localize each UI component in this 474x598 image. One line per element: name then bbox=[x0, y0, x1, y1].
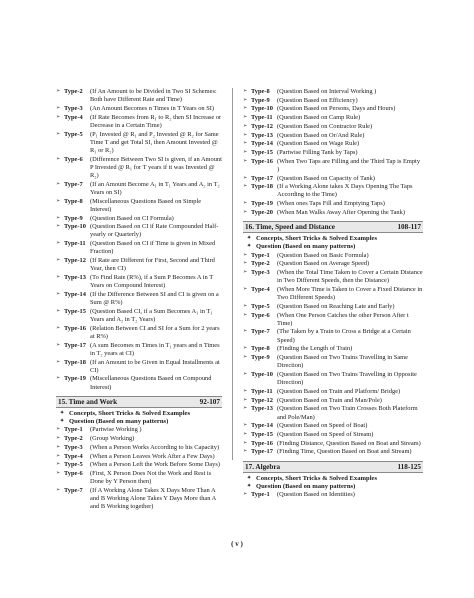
type-description: (Question Based on Camp Rule) bbox=[277, 114, 361, 122]
arrow-bullet-icon: ➢ bbox=[243, 89, 248, 94]
type-description: (Partwise Working ) bbox=[90, 426, 142, 434]
arrow-bullet-icon: ➢ bbox=[243, 97, 248, 103]
toc-type-item bbox=[56, 487, 222, 512]
type-description: (Question Based on Contractor Rule) bbox=[277, 122, 373, 130]
type-label: Type-10 bbox=[251, 105, 273, 113]
toc-type-item bbox=[243, 269, 423, 285]
toc-type-item bbox=[243, 88, 423, 96]
arrow-bullet-icon: ➢ bbox=[243, 115, 248, 121]
type-description: (Question Based on Interval Working ) bbox=[277, 88, 377, 95]
right-bullets-algebra bbox=[243, 475, 423, 492]
type-label: Type-3 bbox=[64, 104, 83, 112]
type-description: (Finding Distance, Question Based on Boat and Stream) bbox=[277, 439, 421, 447]
toc-type-item bbox=[243, 209, 423, 217]
type-description: (When Two Taps are Filling and the Third Tap is Empty ) bbox=[277, 157, 421, 173]
type-label: Type-9 bbox=[64, 214, 83, 222]
type-description: (Question Based on CI if Rate Compounded Half-yearly or Quarterly) bbox=[90, 223, 219, 239]
type-label: Type-14 bbox=[64, 290, 86, 298]
star-bullet-icon: ✦ bbox=[247, 475, 252, 481]
type-label: Type-11 bbox=[251, 114, 273, 122]
arrow-bullet-icon: ➢ bbox=[56, 453, 61, 459]
arrow-bullet-icon: ➢ bbox=[56, 342, 61, 348]
type-description: (When One Person Catches the other Person After t Time) bbox=[277, 311, 409, 327]
arrow-bullet-icon: ➢ bbox=[243, 371, 248, 377]
arrow-bullet-icon: ➢ bbox=[56, 470, 61, 476]
arrow-bullet-icon: ➢ bbox=[243, 406, 248, 412]
arrow-bullet-icon: ➢ bbox=[243, 149, 248, 155]
toc-type-item bbox=[243, 440, 423, 448]
bullet-text: Concepts, Short Tricks & Solved Examples bbox=[69, 409, 191, 417]
toc-type-item bbox=[243, 140, 423, 148]
type-label: Type-13 bbox=[251, 131, 273, 139]
toc-type-item bbox=[243, 260, 423, 268]
arrow-bullet-icon: ➢ bbox=[56, 462, 61, 468]
bullet-text: Concepts, Short Tricks & Solved Examples bbox=[256, 235, 378, 243]
toc-type-item bbox=[56, 342, 222, 358]
type-label: Type-12 bbox=[64, 257, 86, 265]
type-description: (Finding Time, Question Based on Boat and Stream) bbox=[277, 448, 412, 456]
toc-type-item bbox=[56, 470, 222, 486]
type-description: (The Taken by a Train to Cross a Bridge at a Certain Speed) bbox=[277, 328, 411, 344]
type-description: (When a Person Works According to his Capacity) bbox=[90, 443, 220, 451]
arrow-bullet-icon: ➢ bbox=[56, 131, 61, 137]
left-type-list-si-ci bbox=[56, 88, 222, 392]
arrow-bullet-icon: ➢ bbox=[56, 156, 61, 162]
toc-type-item bbox=[56, 198, 222, 214]
type-description: (Question Based on Two Trains Travelling in Same Direction) bbox=[277, 354, 408, 370]
toc-type-item bbox=[243, 114, 423, 122]
toc-type-item bbox=[56, 453, 222, 461]
type-label: Type-12 bbox=[251, 122, 273, 130]
section-title: 16. Time, Speed and Distance bbox=[245, 223, 335, 232]
toc-type-item bbox=[243, 149, 423, 157]
type-description: (Finding the Length of Train) bbox=[277, 345, 353, 353]
toc-type-item bbox=[243, 123, 423, 131]
type-description: (First, X Person Does Not the Work and Rest is Done by Y Person then) bbox=[90, 469, 212, 486]
type-label: Type-4 bbox=[251, 285, 270, 293]
type-description: (If Rate are Different for First, Second and Third Year, then CI) bbox=[90, 257, 215, 273]
toc-type-item bbox=[243, 303, 423, 311]
type-label: Type-5 bbox=[251, 302, 270, 310]
arrow-bullet-icon: ➢ bbox=[56, 198, 61, 204]
type-description: (Question Based on Capacity of Tank) bbox=[277, 174, 375, 182]
type-label: Type-5 bbox=[64, 461, 83, 469]
toc-type-item bbox=[56, 444, 222, 452]
type-label: Type-8 bbox=[251, 88, 270, 95]
section-pages: 108-117 bbox=[397, 223, 421, 232]
type-label: Type-15 bbox=[64, 307, 86, 315]
toc-type-item bbox=[56, 105, 222, 113]
type-label: Type-18 bbox=[64, 358, 86, 366]
type-label: Type-7 bbox=[64, 486, 83, 494]
bullet-text: Question (Based on many patterns) bbox=[256, 482, 356, 490]
toc-type-item bbox=[243, 371, 423, 387]
toc-type-item bbox=[243, 252, 423, 260]
arrow-bullet-icon: ➢ bbox=[243, 431, 248, 437]
section-bullet bbox=[56, 410, 222, 418]
type-label: Type-9 bbox=[251, 354, 270, 362]
type-description: (Question Based on CI Formula) bbox=[90, 214, 174, 222]
arrow-bullet-icon: ➢ bbox=[243, 286, 248, 292]
toc-type-item bbox=[56, 461, 222, 469]
type-label: Type-16 bbox=[64, 324, 86, 332]
right-bullets-tsd bbox=[243, 235, 423, 252]
arrow-bullet-icon: ➢ bbox=[243, 141, 248, 147]
type-label: Type-4 bbox=[64, 452, 83, 460]
toc-type-item bbox=[243, 97, 423, 105]
arrow-bullet-icon: ➢ bbox=[243, 106, 248, 112]
section-bullet bbox=[243, 235, 423, 243]
type-label: Type-10 bbox=[64, 223, 86, 231]
arrow-bullet-icon: ➢ bbox=[56, 89, 61, 94]
type-label: Type-2 bbox=[64, 435, 83, 443]
star-bullet-icon: ✦ bbox=[60, 419, 65, 425]
type-label: Type-1 bbox=[251, 251, 270, 259]
arrow-bullet-icon: ➢ bbox=[56, 181, 61, 187]
type-label: Type-13 bbox=[64, 273, 86, 281]
arrow-bullet-icon: ➢ bbox=[243, 252, 248, 258]
toc-type-item bbox=[56, 223, 222, 239]
section-bullet bbox=[243, 243, 423, 251]
type-label: Type-18 bbox=[251, 183, 273, 191]
toc-type-item bbox=[243, 175, 423, 183]
toc-type-item bbox=[243, 312, 423, 328]
arrow-bullet-icon: ➢ bbox=[243, 132, 248, 138]
toc-type-item bbox=[56, 325, 222, 341]
type-label: Type-10 bbox=[251, 370, 273, 378]
type-label: Type-19 bbox=[251, 200, 273, 208]
arrow-bullet-icon: ➢ bbox=[243, 123, 248, 129]
arrow-bullet-icon: ➢ bbox=[243, 355, 248, 361]
left-type-list-time-work bbox=[56, 426, 222, 511]
star-bullet-icon: ✦ bbox=[247, 244, 252, 250]
type-description: (Miscellaneous Questions Based on Compound Interest) bbox=[90, 375, 212, 391]
toc-type-item bbox=[56, 114, 222, 130]
type-description: (P₁ Invested @ R₁ and P₂ Invested @ R₂ for Same Time T and get Total SI, then Amount Invested @ R₁ or R₂) bbox=[90, 130, 219, 154]
type-label: Type-15 bbox=[251, 430, 273, 438]
type-description: (Relation Between CI and SI for a Sum for 2 years at R%) bbox=[90, 324, 220, 340]
arrow-bullet-icon: ➢ bbox=[56, 325, 61, 331]
type-label: Type-17 bbox=[64, 341, 86, 349]
arrow-bullet-icon: ➢ bbox=[56, 224, 61, 230]
type-description: (An Amount Becomes n Times in T Years on SI) bbox=[90, 104, 215, 112]
type-label: Type-17 bbox=[251, 174, 273, 182]
type-label: Type-15 bbox=[251, 148, 273, 156]
bullet-text: Concepts, Short Tricks & Solved Examples bbox=[256, 474, 378, 482]
arrow-bullet-icon: ➢ bbox=[243, 492, 248, 498]
type-description: (Miscellaneous Questions Based on Simple Interest) bbox=[90, 197, 202, 213]
type-label: Type-19 bbox=[64, 375, 86, 383]
type-description: (Question Based on Identities) bbox=[277, 491, 355, 499]
arrow-bullet-icon: ➢ bbox=[243, 303, 248, 309]
type-description: (Question Based on Basic Formula) bbox=[277, 251, 369, 259]
arrow-bullet-icon: ➢ bbox=[243, 209, 248, 215]
toc-type-item bbox=[56, 359, 222, 375]
toc-type-item bbox=[56, 215, 222, 223]
star-bullet-icon: ✦ bbox=[60, 410, 65, 416]
toc-type-item bbox=[56, 257, 222, 273]
arrow-bullet-icon: ➢ bbox=[56, 291, 61, 297]
type-description: (Group Working) bbox=[90, 435, 135, 443]
arrow-bullet-icon: ➢ bbox=[56, 376, 61, 382]
bullet-text: Question (Based on many patterns) bbox=[256, 243, 356, 251]
toc-type-item bbox=[56, 308, 222, 324]
arrow-bullet-icon: ➢ bbox=[243, 423, 248, 429]
type-label: Type-2 bbox=[64, 88, 83, 95]
type-description: (Question Based on Reaching Late and Early) bbox=[277, 302, 395, 310]
left-column bbox=[56, 88, 222, 512]
type-description: (Question Based CI, if a Sum Becomes A₁ in T₁ Years and A₂ in T₂ Years) bbox=[90, 307, 213, 323]
arrow-bullet-icon: ➢ bbox=[243, 449, 248, 455]
type-description: (Partwise Filling Tank by Taps) bbox=[277, 148, 358, 156]
type-label: Type-3 bbox=[64, 443, 83, 451]
arrow-bullet-icon: ➢ bbox=[243, 175, 248, 181]
section-bullet bbox=[243, 483, 423, 491]
type-label: Type-11 bbox=[251, 387, 273, 395]
arrow-bullet-icon: ➢ bbox=[56, 308, 61, 314]
type-description: (If an Amount to be Given in Equal Installments at CI) bbox=[90, 358, 220, 374]
type-label: Type-14 bbox=[251, 422, 273, 430]
arrow-bullet-icon: ➢ bbox=[243, 184, 248, 190]
type-description: (If an Amount Become A₁ in T₁ Years and A₂ in T₂ Years on SI) bbox=[90, 180, 220, 196]
right-column bbox=[243, 88, 423, 500]
arrow-bullet-icon: ➢ bbox=[243, 346, 248, 352]
arrow-bullet-icon: ➢ bbox=[56, 444, 61, 450]
arrow-bullet-icon: ➢ bbox=[56, 114, 61, 120]
type-description: (If Rate Becomes from R₁ to R₂ then SI Increase or Decrease in a Certain Time) bbox=[90, 113, 222, 129]
section-header-algebra bbox=[243, 461, 423, 473]
arrow-bullet-icon: ➢ bbox=[56, 359, 61, 365]
type-label: Type-3 bbox=[251, 269, 270, 277]
toc-type-item bbox=[243, 200, 423, 208]
type-description: (To Find Rate (R%), if a Sum P Becomes A in T Years on Compound Interest) bbox=[90, 273, 213, 290]
toc-type-item bbox=[56, 435, 222, 443]
toc-type-item bbox=[56, 240, 222, 256]
arrow-bullet-icon: ➢ bbox=[56, 274, 61, 280]
arrow-bullet-icon: ➢ bbox=[243, 329, 248, 335]
type-description: (If the Difference Between SI and CI is given on a Sum @ R%) bbox=[90, 290, 219, 307]
type-label: Type-1 bbox=[251, 491, 270, 499]
arrow-bullet-icon: ➢ bbox=[56, 427, 61, 433]
type-label: Type-5 bbox=[64, 130, 83, 138]
arrow-bullet-icon: ➢ bbox=[243, 261, 248, 267]
type-label: Type-12 bbox=[251, 396, 273, 404]
type-description: (If a Working Alone takes X Days Opening The Taps According to the Time) bbox=[277, 183, 413, 199]
type-label: Type-8 bbox=[64, 197, 83, 205]
section-bullet bbox=[56, 418, 222, 426]
section-bullet bbox=[243, 475, 423, 483]
right-type-list-algebra bbox=[243, 491, 423, 499]
type-description: (Question Based on Efficiency) bbox=[277, 96, 358, 104]
star-bullet-icon: ✦ bbox=[247, 483, 252, 489]
section-title: 15. Time and Work bbox=[58, 397, 118, 406]
toc-type-item bbox=[56, 181, 222, 197]
type-description: (Question Based on Speed of Boat) bbox=[277, 422, 368, 430]
type-label: Type-6 bbox=[64, 155, 83, 163]
page-number: ( v ) bbox=[231, 540, 243, 548]
type-description: (When Man Walks Away After Opening the Tank) bbox=[277, 208, 405, 216]
arrow-bullet-icon: ➢ bbox=[56, 436, 61, 442]
arrow-bullet-icon: ➢ bbox=[243, 201, 248, 207]
toc-type-item bbox=[243, 491, 423, 499]
arrow-bullet-icon: ➢ bbox=[243, 158, 248, 164]
star-bullet-icon: ✦ bbox=[247, 236, 252, 242]
arrow-bullet-icon: ➢ bbox=[243, 312, 248, 318]
type-description: (If A Working Alone Takes X Days More Than A and B Working Alone Takes Y Days More than A and B Working together) bbox=[90, 486, 216, 511]
right-type-list-time-work bbox=[243, 88, 423, 217]
arrow-bullet-icon: ➢ bbox=[56, 105, 61, 111]
bullet-text: Question (Based on many patterns) bbox=[69, 418, 169, 426]
type-label: Type-11 bbox=[64, 240, 86, 248]
toc-type-item bbox=[243, 431, 423, 439]
toc-type-item bbox=[243, 286, 423, 302]
toc-type-item bbox=[243, 354, 423, 370]
type-label: Type-2 bbox=[251, 260, 270, 268]
type-description: (Difference Between Two SI is given, if an Amount P Invested @ R₁ for T years if it was Invested @ R₂) bbox=[90, 155, 222, 180]
toc-type-item bbox=[243, 388, 423, 396]
toc-type-item bbox=[56, 274, 222, 290]
type-description: (Question Based on Train and Man/Pole) bbox=[277, 396, 382, 404]
type-description: (When ones Taps Fill and Emptying Taps) bbox=[277, 200, 385, 208]
arrow-bullet-icon: ➢ bbox=[56, 487, 61, 493]
type-description: (When a Person Leaves Work After a Few Days) bbox=[90, 452, 215, 460]
type-description: (When a Person Left the Work Before Some Days) bbox=[90, 461, 220, 469]
type-label: Type-6 bbox=[251, 311, 270, 319]
toc-type-item bbox=[243, 183, 423, 199]
type-label: Type-16 bbox=[251, 157, 273, 165]
type-description: (Question Based on Two Trains Travelling in Opposite Direction) bbox=[277, 370, 417, 387]
arrow-bullet-icon: ➢ bbox=[56, 215, 61, 221]
arrow-bullet-icon: ➢ bbox=[56, 241, 61, 247]
type-label: Type-20 bbox=[251, 208, 273, 216]
toc-type-item bbox=[56, 131, 222, 156]
type-label: Type-14 bbox=[251, 140, 273, 148]
section-header-time-and-work bbox=[56, 396, 222, 408]
toc-type-item bbox=[243, 328, 423, 344]
type-description: (A sum Becomes m Times in T₁ years and n Times in T₂ years at CI) bbox=[90, 341, 220, 357]
toc-type-item bbox=[243, 422, 423, 430]
arrow-bullet-icon: ➢ bbox=[243, 440, 248, 446]
arrow-bullet-icon: ➢ bbox=[56, 258, 61, 264]
toc-type-item bbox=[243, 345, 423, 353]
toc-type-item bbox=[243, 397, 423, 405]
type-label: Type-7 bbox=[64, 180, 83, 188]
type-label: Type-9 bbox=[251, 96, 270, 104]
type-description: (When More Time is Taken to Cover a Fixed Distance in Two Different Speeds) bbox=[277, 285, 423, 302]
toc-type-item bbox=[243, 105, 423, 113]
left-bullets bbox=[56, 410, 222, 427]
toc-type-item bbox=[56, 291, 222, 307]
type-label: Type-17 bbox=[251, 448, 273, 456]
type-description: (Question Based on Wage Rule) bbox=[277, 140, 360, 148]
toc-type-item bbox=[243, 448, 423, 456]
section-header-time-speed-distance bbox=[243, 221, 423, 233]
toc-type-item bbox=[243, 158, 423, 174]
toc-type-item bbox=[56, 156, 222, 181]
type-description: (When the Total Time Taken to Cover a Certain Distance in Two Different Speeds, then the Distance) bbox=[277, 269, 423, 285]
section-pages: 92-107 bbox=[199, 397, 220, 406]
type-description: (Question Based on Two Train Crosses Both Plateform and Pole/Man) bbox=[277, 405, 418, 421]
right-type-list-tsd bbox=[243, 252, 423, 457]
section-title: 17. Algebra bbox=[245, 462, 281, 471]
arrow-bullet-icon: ➢ bbox=[243, 270, 248, 276]
type-label: Type-6 bbox=[64, 469, 83, 477]
arrow-bullet-icon: ➢ bbox=[243, 397, 248, 403]
arrow-bullet-icon: ➢ bbox=[243, 388, 248, 394]
type-label: Type-16 bbox=[251, 439, 273, 447]
toc-type-item bbox=[56, 375, 222, 391]
toc-type-item bbox=[243, 405, 423, 421]
toc-type-item bbox=[56, 88, 222, 104]
type-label: Type-8 bbox=[251, 345, 270, 353]
type-description: (Question Based on Speed of Stream) bbox=[277, 430, 374, 438]
type-label: Type-13 bbox=[251, 405, 273, 413]
type-description: (If An Amount to be Divided in Two SI Schemes: Both have Different Rate and Time) bbox=[90, 88, 217, 104]
type-description: (Question Based on Average Speed) bbox=[277, 260, 370, 268]
type-description: (Question Based on Persons, Days and Hours) bbox=[277, 105, 396, 113]
type-label: Type-1 bbox=[64, 426, 83, 434]
toc-type-item bbox=[243, 132, 423, 140]
toc-type-item bbox=[56, 426, 222, 434]
type-description: (Question Based on Train and Platform/ Bridge) bbox=[277, 387, 401, 395]
section-pages: 118-125 bbox=[397, 462, 421, 471]
column-divider bbox=[232, 88, 233, 460]
type-label: Type-4 bbox=[64, 113, 83, 121]
type-label: Type-7 bbox=[251, 328, 270, 336]
type-description: (Question Based on Or/And Rule) bbox=[277, 131, 365, 139]
type-description: (Question Based on CI if Time is given in Mixed Fraction) bbox=[90, 240, 216, 256]
